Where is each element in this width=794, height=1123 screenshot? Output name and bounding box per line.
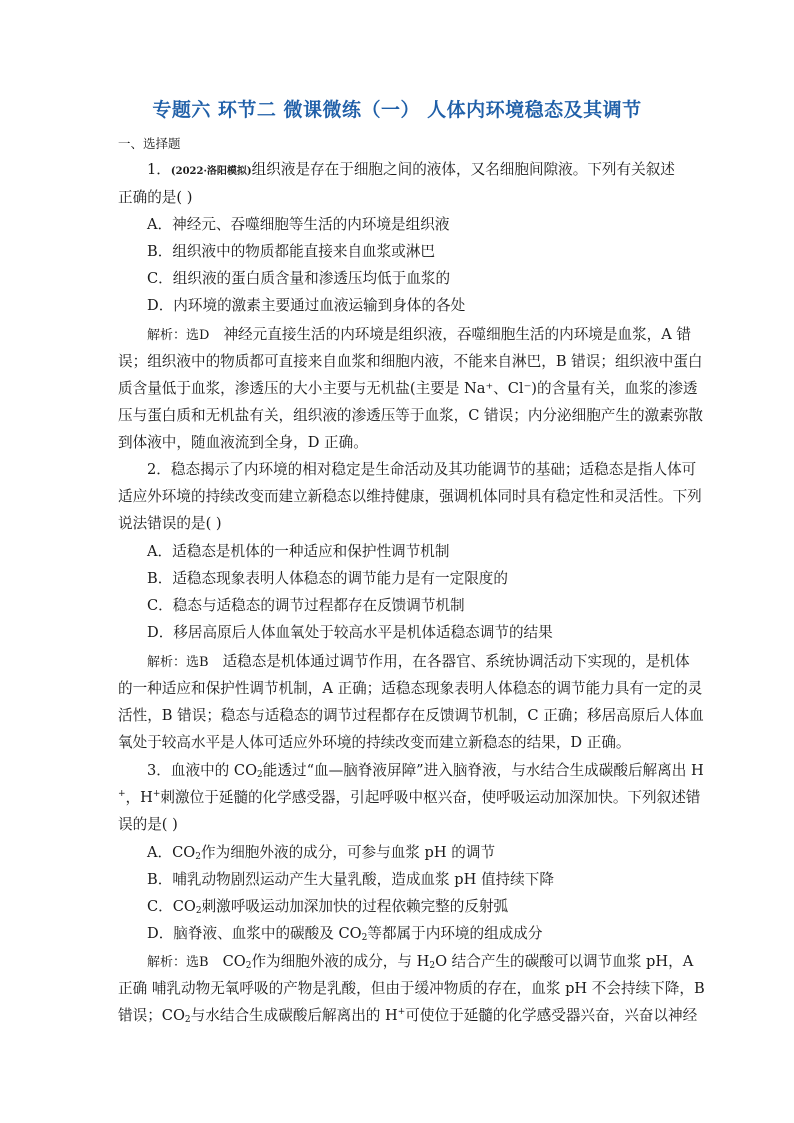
answer-3-line: 正确 哺乳动物无氧呼吸的产物是乳酸，但由于缓冲物质的存在，血浆 pH 不会持续下降，B bbox=[118, 980, 705, 997]
question-1-stem: 1．(2022·洛阳模拟)组织液是存在于细胞之间的液体，又名细胞间隙液。下列有关叙述 bbox=[147, 161, 675, 178]
answer-1: 解析：选D 神经元直接生活的内环境是组织液，吞噬细胞生活的内环境是血浆，A 错 bbox=[147, 326, 692, 343]
answer-3: 解析：选B $CO_2$作为细胞外液的成分，与 $H_2O$ 结合产生的碳酸可以调节血浆 pH，A bbox=[147, 953, 694, 971]
answer-label: 解析：选B bbox=[147, 655, 209, 670]
option-c: C．$CO_2$刺激呼吸运动加深加快的过程依赖完整的反射弧 bbox=[147, 898, 509, 916]
answer-3-line: 错误；$CO_2$与水结合生成碳酸后解离出的 H+可使位于延髓的化学感受器兴奋，兴奋以神经 bbox=[118, 1007, 698, 1025]
answer-2-line: 的一种适应和保护性调节机制，A 正确；适稳态现象表明人体稳态的调节能力具有一定的灵 bbox=[118, 680, 703, 697]
page-title: 专题六 环节二 微课微练（一） 人体内环境稳态及其调节 bbox=[152, 99, 642, 121]
option-d: D．移居高原后人体血氧处于较高水平是机体适稳态调节的结果 bbox=[147, 624, 553, 641]
question-2-stem-cont: 说法错误的是( ) bbox=[118, 515, 222, 532]
answer-1-line: 压与蛋白质和无机盐有关，组织液的渗透压等于血浆，C 错误；内分泌细胞产生的激素弥散 bbox=[118, 407, 703, 424]
question-number: 1． bbox=[147, 161, 171, 178]
question-3-stem-cont: 误的是( ) bbox=[118, 816, 178, 833]
answer-2-line: 氧处于较高水平是人体可适应外环境的持续改变而建立新稳态的结果，D 正确。 bbox=[118, 734, 631, 751]
option-a: A．适稳态是机体的一种适应和保护性调节机制 bbox=[147, 543, 450, 560]
option-d: D．脑脊液、血浆中的碳酸及 $CO_2$等都属于内环境的组成成分 bbox=[147, 925, 543, 943]
answer-1-line: 质含量低于血浆，渗透压的大小主要与无机盐(主要是 Na⁺、Cl⁻)的含量有关，血浆的渗透 bbox=[118, 380, 698, 397]
option-a: A．$CO_2$作为细胞外液的成分，可参与血浆 pH 的调节 bbox=[147, 844, 496, 862]
question-number: 3． bbox=[147, 762, 171, 779]
question-1-stem-cont: 正确的是( ) bbox=[118, 189, 193, 206]
question-3-stem-cont: +，H+刺激位于延髓的化学感受器，引起呼吸中枢兴奋，使呼吸运动加深加快。下列叙述错 bbox=[118, 789, 701, 806]
option-b: B．组织液中的物质都能直接来自血浆或淋巴 bbox=[147, 243, 436, 260]
question-2-stem-cont: 适应外环境的持续改变而建立新稳态以维持健康，强调机体同时具有稳定性和灵活性。下列 bbox=[118, 488, 702, 505]
answer-1-line: 误；组织液中的物质都可直接来自血浆和细胞内液，不能来自淋巴，B 错误；组织液中蛋白 bbox=[118, 353, 703, 370]
question-number: 2． bbox=[147, 461, 171, 478]
answer-label: 解析：选B bbox=[147, 955, 209, 970]
answer-label: 解析：选D bbox=[147, 328, 210, 343]
option-b: B．哺乳动物剧烈运动产生大量乳酸，造成血浆 pH 值持续下降 bbox=[147, 871, 554, 888]
section-heading: 一、选择题 bbox=[118, 136, 181, 151]
answer-1-line: 到体液中，随血液流到全身，D 正确。 bbox=[118, 434, 368, 451]
question-2-stem: 2．稳态揭示了内环境的相对稳定是生命活动及其功能调节的基础；适稳态是指人体可 bbox=[147, 461, 697, 478]
option-a: A．神经元、吞噬细胞等生活的内环境是组织液 bbox=[147, 216, 450, 233]
option-c: C．稳态与适稳态的调节过程都存在反馈调节机制 bbox=[147, 597, 465, 614]
answer-2: 解析：选B 适稳态是机体通过调节作用，在各器官、系统协调活动下实现的，是机体 bbox=[147, 653, 690, 670]
option-c: C．组织液的蛋白质含量和渗透压均低于血浆的 bbox=[147, 270, 451, 287]
option-b: B．适稳态现象表明人体稳态的调节能力是有一定限度的 bbox=[147, 570, 508, 587]
option-d: D．内环境的激素主要通过血液运输到身体的各处 bbox=[147, 297, 466, 314]
question-source: (2022·洛阳模拟) bbox=[170, 166, 252, 177]
question-3-stem: 3．血液中的 $CO_2$能透过“血—脑脊液屏障”进入脑脊液，与水结合生成碳酸后解离出 H bbox=[147, 762, 704, 780]
answer-2-line: 活性，B 错误；稳态与适稳态的调节过程都存在反馈调节机制，C 正确；移居高原后人体血 bbox=[118, 707, 704, 724]
